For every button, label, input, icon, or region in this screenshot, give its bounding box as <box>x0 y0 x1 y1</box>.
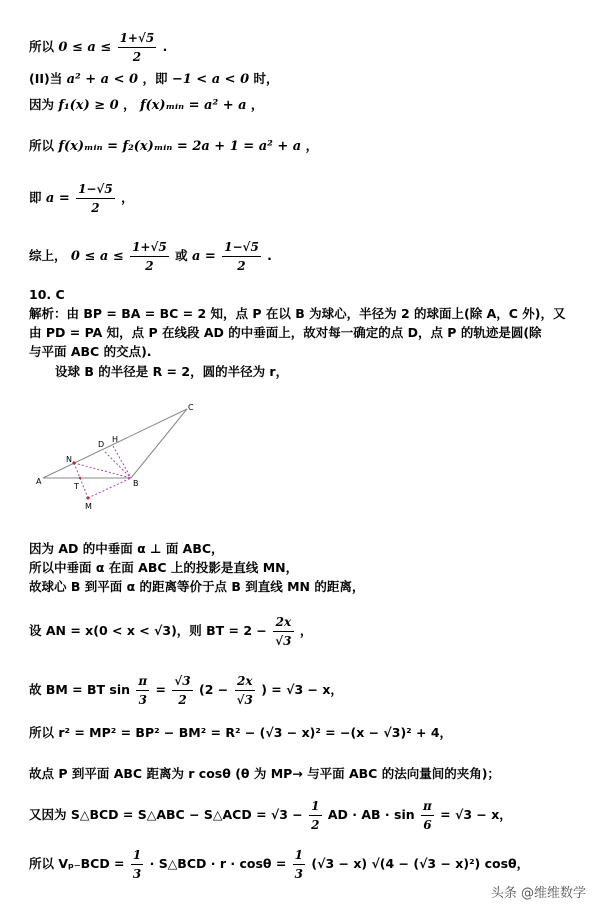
analysis-line-4: 设球 B 的半径是 R = 2，圆的半径为 r， <box>55 364 289 379</box>
line-case-ii: (II)当 a² + a < 0 ，即 −1 < a < 0 时， <box>29 71 279 87</box>
solution-line-2: 所以中垂面 α 在面 ABC 上的投影是直线 MN， <box>29 560 299 575</box>
solution-line-5: 故 BM = BT sin $\frac{\pi}{3}$ = $\frac{√3}{2}$ (2 − $\frac{2x}{√3}$ ) = √3 − x， <box>29 674 343 707</box>
solution-line-3: 故球心 B 到平面 α 的距离等价于点 B 到直线 MN 的距离， <box>29 579 365 594</box>
label-B: B <box>133 479 139 488</box>
analysis-line-3: 与平面 ABC 的交点). <box>29 344 152 359</box>
line-MN <box>74 463 88 498</box>
line-namely-a: 即 a = $\frac{1-√5}{2}$ ， <box>29 182 134 215</box>
solution-line-7: 故点 P 到平面 ABC 距离为 r cosθ (θ 为 MP→ 与平面 ABC 的法向量间的夹角)； <box>29 766 500 781</box>
solution-line-8: 又因为 S△BCD = S△ABC − S△ACD = √3 − $\frac{1}{2}$ AD · AB · sin $\frac{\pi}{6}$ = √3 − x， <box>29 799 512 832</box>
label-N: N <box>66 455 72 464</box>
solution-line-9: 所以 Vₚ₋BCD = $\frac{1}{3}$ · S△BCD · r · cosθ = $\frac{1}{3}$ (√3 − x) √(4 − (√3 − x)²) cosθ， <box>29 848 530 881</box>
label-H: H <box>112 435 119 444</box>
solution-line-6: 所以 r² = MP² = BP² − BM² = R² − (√3 − x)² = −(x − √3)² + 4， <box>29 725 453 740</box>
segment-NB <box>74 463 131 478</box>
label-D: D <box>98 440 105 449</box>
segment-MB <box>88 478 131 498</box>
solution-line-4: 设 AN = x(0 < x < √3)，则 BT = 2 − $\frac{2x}{√3}$ ， <box>29 615 313 648</box>
line-conclusion-1: 所以 0 ≤ a ≤ $\frac{1+√5}{2}$ . <box>29 31 168 64</box>
question-10-heading: 10. C <box>29 287 65 302</box>
label-M: M <box>85 502 92 511</box>
line-summary: 综上， 0 ≤ a ≤ $\frac{1+√5}{2}$ 或 a = $\frac{1-√5}{2}$ . <box>29 240 272 273</box>
segment-HB <box>113 446 131 478</box>
point-T <box>79 477 81 479</box>
point-M <box>86 496 89 499</box>
solution-line-1: 因为 AD 的中垂面 α ⊥ 面 ABC， <box>29 541 224 556</box>
label-T: T <box>74 482 79 491</box>
label-A: A <box>36 477 42 486</box>
watermark: 头条 @维维数学 <box>490 886 586 901</box>
point-N <box>72 461 75 464</box>
label-C: C <box>188 403 194 412</box>
analysis-line-1: 解析：由 BP = BA = BC = 2 知，点 P 在以 B 为球心，半径为 2 的球面上(除 A，C 外)，又 <box>29 306 566 321</box>
geometry-figure <box>36 400 216 515</box>
analysis-line-2: 由 PD = PA 知，点 P 在线段 AD 的中垂面上，故对每一确定的点 D，点 P 的轨迹是圆(除 <box>29 325 542 340</box>
line-because-f1: 因为 f₁(x) ≥ 0 ， f(x)ₘᵢₙ = a² + a ， <box>29 97 264 113</box>
edge-BC <box>131 409 187 478</box>
line-so-fmin: 所以 f(x)ₘᵢₙ = f₂(x)ₘᵢₙ = 2a + 1 = a² + a ， <box>29 138 319 154</box>
